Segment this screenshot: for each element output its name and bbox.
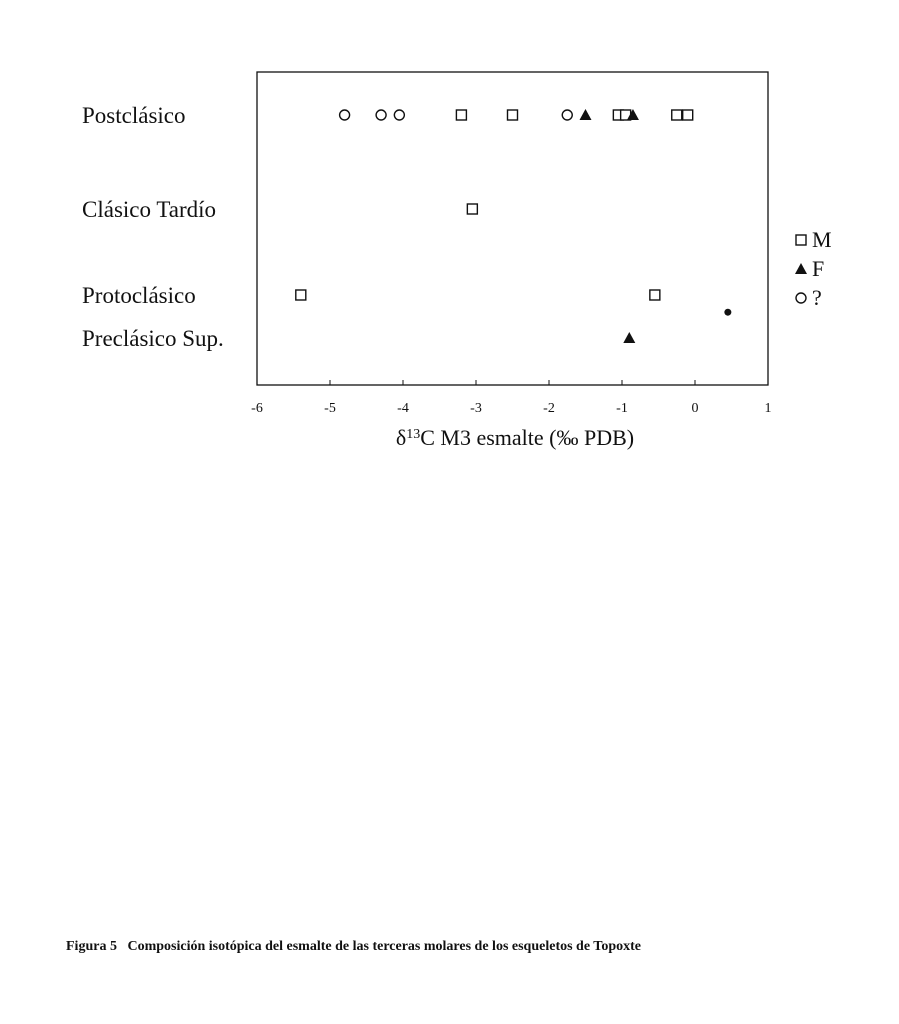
data-point-square-open [456,110,466,120]
legend-marker-triangle-filled [795,263,807,274]
data-point-square-open [683,110,693,120]
caption-text: Composición isotópica del esmalte de las terceras molares de los esqueletos de Topoxte [127,939,642,954]
data-point-circle-open [562,110,572,120]
data-point-square-open [467,204,477,214]
category-label: Preclásico Sup. [82,326,224,351]
data-point-triangle-filled [580,109,592,120]
data-point-square-open [296,290,306,300]
data-point-square-open [650,290,660,300]
legend-marker-circle-open [796,293,806,303]
figure-caption [66,939,866,955]
x-axis-title: $\delta^{13}C$ M3 esmalte (‰ PDB) [395,425,635,450]
legend [795,227,832,310]
data-point-square-open [672,110,682,120]
category-label: Clásico Tardío [82,197,217,222]
x-tick-label: -3 [470,401,482,416]
data-points [296,109,732,343]
x-tick-label: 1 [764,401,772,416]
legend-label: ? [812,285,822,310]
x-tick-label: -4 [397,401,409,416]
x-tick-label: 0 [691,401,699,416]
x-tick-label: -2 [543,401,555,416]
data-point-circle-open [394,110,404,120]
caption-label: Figura 5 [66,939,117,954]
category-label: Protoclásico [82,283,196,308]
data-point-circle-open [340,110,350,120]
data-point-triangle-filled [623,332,635,343]
data-point-square-open [508,110,518,120]
legend-marker-square-open [796,235,806,245]
category-label: Postclásico [82,103,186,128]
x-tick-label: -5 [324,401,336,416]
x-tick-label: -6 [251,401,263,416]
x-tick-label: -1 [616,401,628,416]
legend-label: M [812,227,832,252]
data-point-dot-filled [724,309,731,316]
category-labels [82,103,224,351]
data-point-circle-open [376,110,386,120]
legend-label: F [812,256,825,281]
